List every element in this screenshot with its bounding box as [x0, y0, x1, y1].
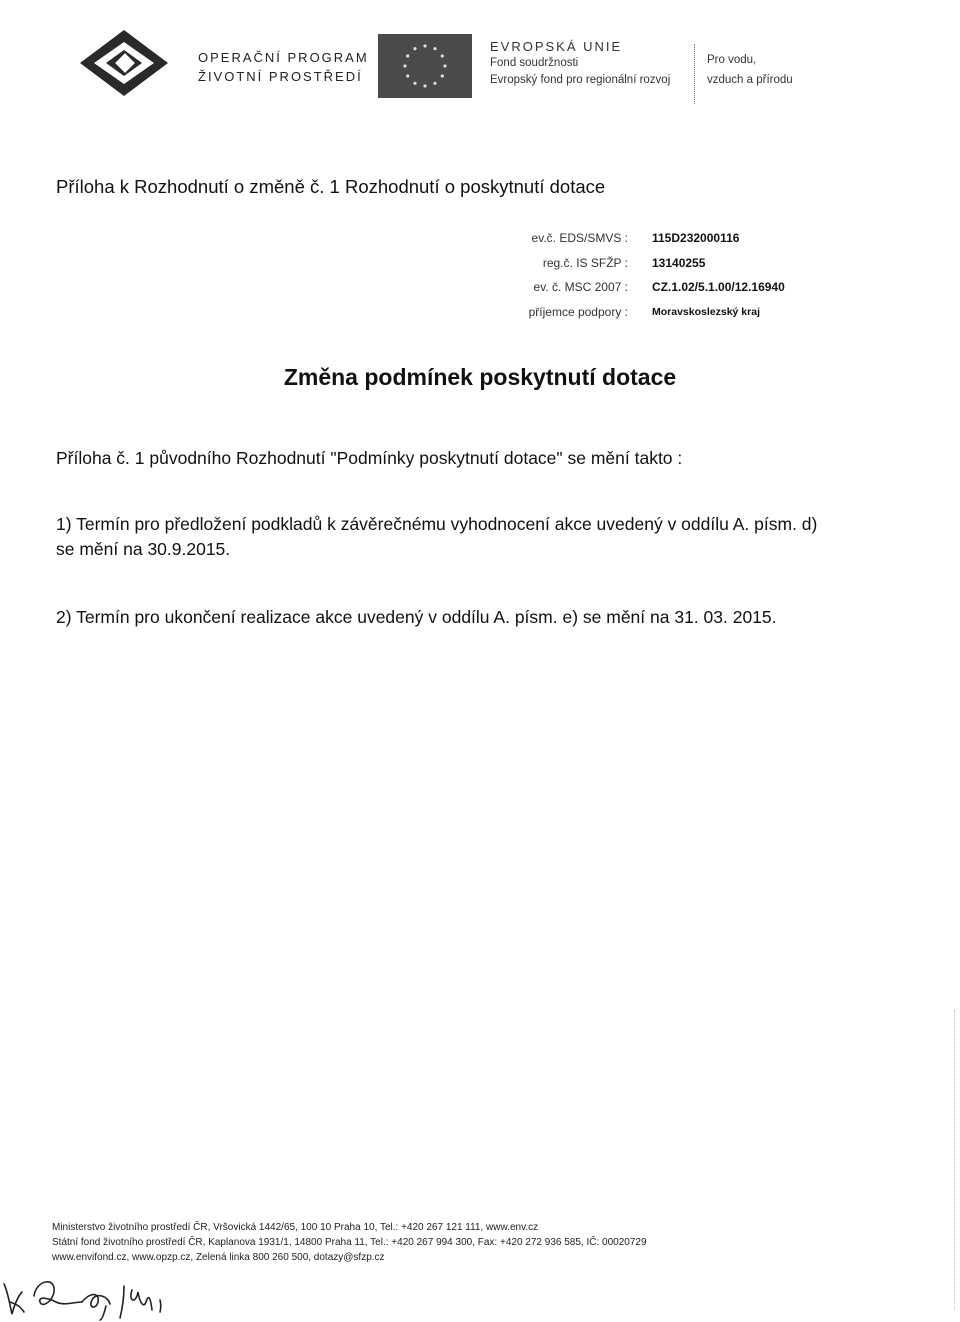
footer-line3: www.envifond.cz, www.opzp.cz, Zelená linka 800 260 500, dotazy@sfzp.cz	[52, 1252, 385, 1263]
motto	[707, 50, 793, 90]
eu-flag-icon	[378, 34, 472, 98]
eu-star-icon	[423, 44, 426, 47]
handwritten-signature-icon	[0, 1262, 200, 1322]
footer-line1: Ministerstvo životního prostředí ČR, Vršovická 1442/65, 100 10 Praha 10, Tel.: +420 267 121 111, www.env.cz	[52, 1222, 539, 1233]
eu-star-icon	[423, 84, 426, 87]
item-1-line1: 1) Termín pro předložení podkladů k závěrečnému vyhodnocení akce uvedený v oddílu A. písm. d)	[56, 514, 818, 534]
eu-fund-line: Fond soudržnosti	[490, 57, 579, 69]
eu-star-icon	[406, 54, 409, 57]
eu-star-icon	[403, 64, 406, 67]
meta-labels	[430, 226, 628, 324]
footer	[52, 1220, 647, 1265]
meta-value-msc: CZ.1.02/5.1.00/12.16940	[652, 280, 785, 294]
eu-star-icon	[413, 82, 416, 85]
scan-edge-line	[954, 1010, 955, 1310]
meta-value-sfzp: 13140255	[652, 255, 706, 270]
eu-star-icon	[443, 64, 446, 67]
eu-star-icon	[406, 74, 409, 77]
eu-text-block	[490, 38, 670, 89]
eu-star-icon	[413, 47, 416, 50]
meta-value-eds: 115D232000116	[652, 231, 740, 245]
program-line2: ŽIVOTNÍ PROSTŘEDÍ	[198, 69, 363, 84]
eu-star-icon	[441, 74, 444, 77]
eu-star-icon	[441, 54, 444, 57]
intro-paragraph: Příloha č. 1 původního Rozhodnutí "Podmínky poskytnutí dotace" se mění takto :	[56, 448, 683, 468]
document-title: Příloha k Rozhodnutí o změně č. 1 Rozhodnutí o poskytnutí dotace	[56, 176, 606, 197]
meta-values	[652, 226, 785, 324]
eu-star-icon	[433, 47, 436, 50]
main-heading: Změna podmínek poskytnutí dotace	[283, 364, 677, 390]
meta-label: reg.č. IS SFŽP :	[542, 255, 628, 270]
motto-line2: vzduch a přírodu	[707, 74, 793, 86]
eu-erdf-line: Evropský fond pro regionální rozvoj	[490, 74, 671, 86]
eu-title: EVROPSKÁ UNIE	[490, 39, 623, 54]
item-2: 2) Termín pro ukončení realizace akce uvedený v oddílu A. písm. e) se mění na 31. 03. 2015.	[56, 607, 777, 627]
meta-label: příjemce podpory :	[528, 304, 628, 319]
program-line1: OPERAČNÍ PROGRAM	[198, 50, 369, 65]
header-divider	[694, 44, 695, 104]
eu-star-icon	[433, 82, 436, 85]
item-1	[56, 512, 916, 562]
meta-label: ev.č. EDS/SMVS :	[531, 231, 628, 245]
meta-label: ev. č. MSC 2007 :	[533, 280, 628, 294]
program-name	[198, 48, 369, 86]
op-zp-logo-icon	[78, 28, 170, 98]
motto-line1: Pro vodu,	[707, 54, 757, 66]
footer-line2: Státní fond životního prostředí ČR, Kaplanova 1931/1, 14800 Praha 11, Tel.: +420 267 994 300, Fax: +420 272 936 585, IČ: 00020729	[52, 1237, 647, 1248]
item-1-line2: se mění na 30.9.2015.	[56, 539, 231, 559]
meta-value-recipient: Moravskoslezský kraj	[652, 305, 760, 318]
